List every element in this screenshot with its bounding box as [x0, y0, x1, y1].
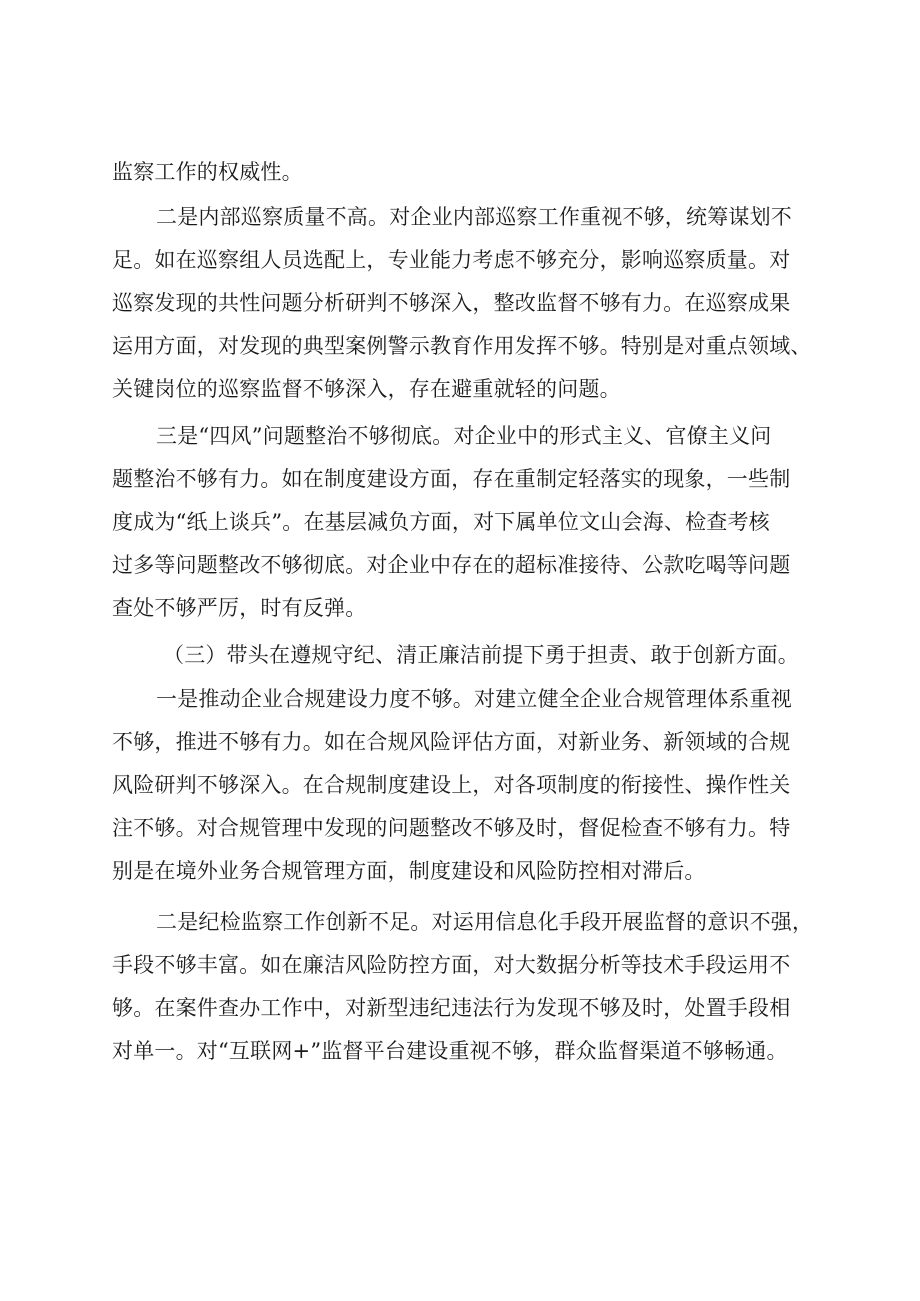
paragraph-line: 够。在案件查办工作中，对新型违纪违法行为发现不够及时，处置手段相 — [112, 996, 791, 1020]
section-heading: （三）带头在遵规守纪、清正廉洁前提下勇于担责、敢于创新方面。 — [163, 643, 799, 667]
paragraph-line: 运用方面，对发现的典型案例警示教育作用发挥不够。特别是对重点领域、 — [112, 334, 812, 358]
paragraph-line: 题整治不够有力。如在制度建设方面，存在重制定轻落实的现象，一些制 — [112, 467, 791, 491]
paragraph-line: 度成为“纸上谈兵”。在基层减负方面，对下属单位文山会海、检查考核 — [112, 510, 770, 534]
paragraph-line: 过多等问题整改不够彻底。对企业中存在的超标准接待、公款吃喝等问题 — [112, 553, 791, 577]
paragraph-line: 手段不够丰富。如在廉洁风险防控方面，对大数据分析等技术手段运用不 — [112, 953, 791, 977]
paragraph-line: 别是在境外业务合规管理方面，制度建设和风险防控相对滞后。 — [112, 859, 706, 883]
paragraph-line: 不够，推进不够有力。如在合规风险评估方面，对新业务、新领域的合规 — [112, 730, 791, 754]
paragraph-line: 注不够。对合规管理中发现的问题整改不够及时，督促检查不够有力。特 — [112, 816, 791, 840]
paragraph-line: 二是纪检监察工作创新不足。对运用信息化手段开展监督的意识不强， — [156, 910, 814, 934]
paragraph-line: 三是“四风”问题整治不够彻底。对企业中的形式主义、官僚主义问 — [156, 424, 772, 448]
paragraph-line: 对单一。对“互联网+”监督平台建设重视不够，群众监督渠道不够畅通。 — [112, 1039, 788, 1063]
paragraph-line: 二是内部巡察质量不高。对企业内部巡察工作重视不够，统筹谋划不 — [156, 205, 792, 229]
paragraph-line: 查处不够严厉，时有反弹。 — [112, 596, 367, 620]
paragraph-line: 巡察发现的共性问题分析研判不够深入，整改监督不够有力。在巡察成果 — [112, 291, 791, 315]
paragraph-line: 关键岗位的巡察监督不够深入，存在避重就轻的问题。 — [112, 377, 621, 401]
paragraph-line: 足。如在巡察组人员选配上，专业能力考虑不够充分，影响巡察质量。对 — [112, 248, 791, 272]
paragraph-line: 风险研判不够深入。在合规制度建设上，对各项制度的衔接性、操作性关 — [112, 773, 791, 797]
paragraph-line: 监察工作的权威性。 — [112, 160, 303, 184]
paragraph-line: 一是推动企业合规建设力度不够。对建立健全企业合规管理体系重视 — [156, 687, 792, 711]
